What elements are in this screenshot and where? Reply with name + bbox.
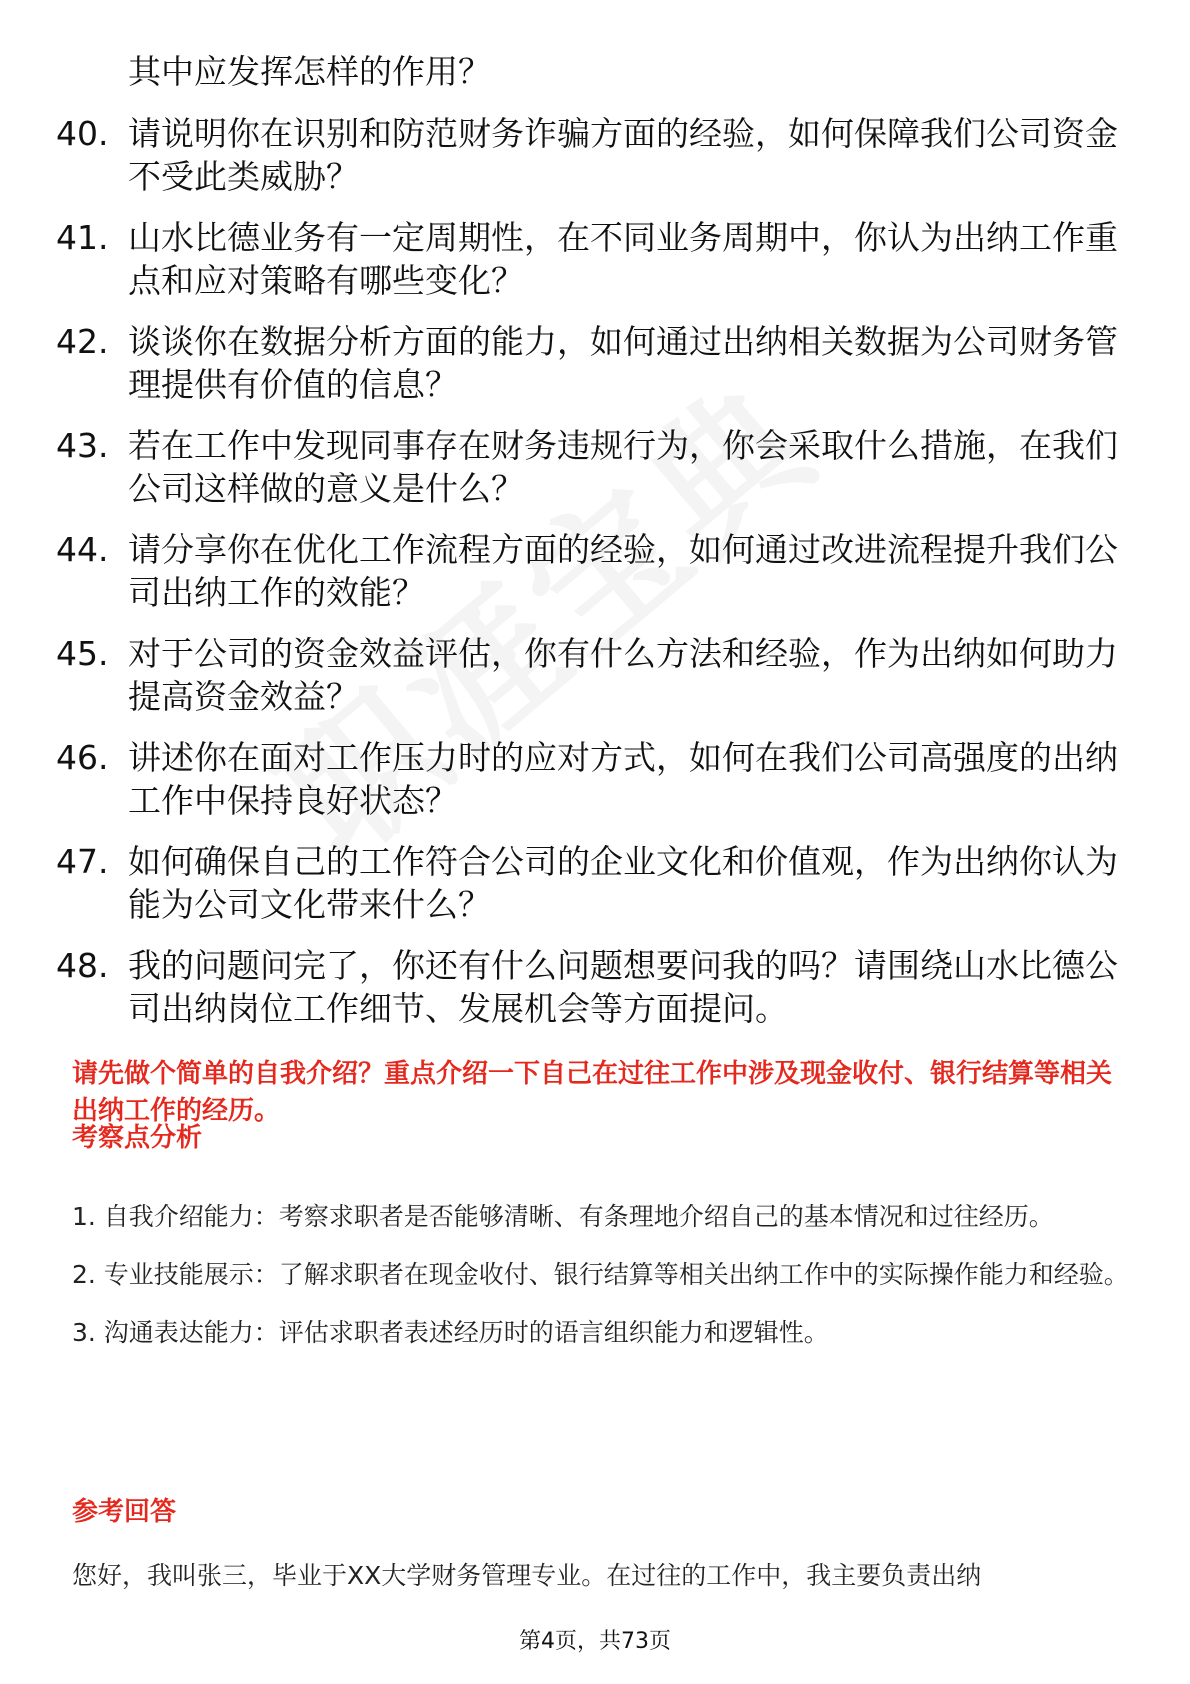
list-item <box>56 736 1116 822</box>
question-number: 48. <box>56 946 109 985</box>
question-text: 谈谈你在数据分析方面的能力，如何通过出纳相关数据为公司财务管理提供有价值的信息？ <box>128 322 1118 404</box>
list-item <box>56 632 1116 718</box>
list-item <box>56 216 1116 302</box>
page-number: 第4页，共73页 <box>519 1629 671 1654</box>
question-number: 42. <box>56 322 109 361</box>
list-item <box>56 528 1116 614</box>
question-number: 45. <box>56 634 109 673</box>
analysis-heading: 考察点分析 <box>72 1123 203 1153</box>
list-item <box>56 840 1116 926</box>
list-item <box>56 320 1116 406</box>
answer-heading: 参考回答 <box>72 1497 177 1527</box>
question-text: 若在工作中发现同事存在财务违规行为，你会采取什么措施，在我们公司这样做的意义是什么？ <box>128 426 1118 508</box>
analysis-point: 1. 自我介绍能力：考察求职者是否能够清晰、有条理地介绍自己的基本情况和过往经历。 <box>72 1202 1054 1231</box>
analysis-list <box>72 1188 1132 1362</box>
analysis-point: 2. 专业技能展示：了解求职者在现金收付、银行结算等相关出纳工作中的实际操作能力和经验。 <box>72 1260 1129 1289</box>
question-text: 请说明你在识别和防范财务诈骗方面的经验，如何保障我们公司资金不受此类威胁？ <box>128 114 1118 196</box>
question-text: 对于公司的资金效益评估，你有什么方法和经验，作为出纳如何助力提高资金效益？ <box>128 634 1118 716</box>
answer-text: 您好，我叫张三，毕业于XX大学财务管理专业。在过往的工作中，我主要负责出纳 <box>72 1561 982 1590</box>
question-text: 我的问题问完了，你还有什么问题想要问我的吗？请围绕山水比德公司出纳岗位工作细节、发展机会等方面提问。 <box>128 946 1118 1028</box>
analysis-point: 3. 沟通表达能力：评估求职者表述经历时的语言组织能力和逻辑性。 <box>72 1318 829 1347</box>
question-text: 如何确保自己的工作符合公司的企业文化和价值观，作为出纳你认为能为公司文化带来什么？ <box>128 842 1118 924</box>
question-text: 山水比德业务有一定周期性，在不同业务周期中，你认为出纳工作重点和应对策略有哪些变化？ <box>128 218 1118 300</box>
question-number: 44. <box>56 530 109 569</box>
question-text: 请分享你在优化工作流程方面的经验，如何通过改进流程提升我们公司出纳工作的效能？ <box>128 530 1118 612</box>
question-number: 41. <box>56 218 109 257</box>
question-number: 40. <box>56 114 109 153</box>
highlight-question: 请先做个简单的自我介绍？重点介绍一下自己在过往工作中涉及现金收付、银行结算等相关出纳工作的经历。 <box>72 1059 1113 1126</box>
question-continuation: 其中应发挥怎样的作用？ <box>128 52 491 91</box>
question-number: 47. <box>56 842 109 881</box>
question-number: 46. <box>56 738 109 777</box>
list-item <box>56 112 1116 198</box>
question-text: 讲述你在面对工作压力时的应对方式，如何在我们公司高强度的出纳工作中保持良好状态？ <box>128 738 1118 820</box>
question-list <box>56 112 1116 1048</box>
list-item <box>56 944 1116 1030</box>
question-number: 43. <box>56 426 109 465</box>
list-item <box>56 424 1116 510</box>
